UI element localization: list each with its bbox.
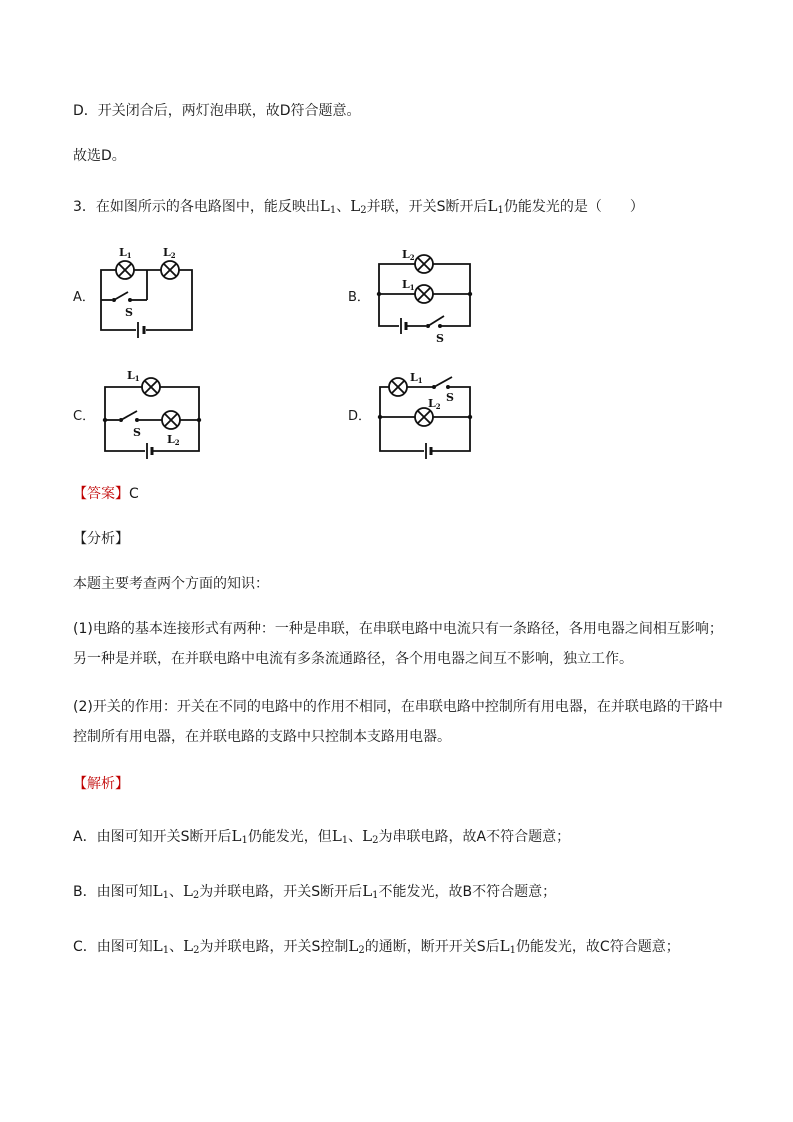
- lamp-l1-icon: [116, 261, 134, 279]
- solution-tag: 【解析】: [73, 776, 129, 792]
- analysis-intro: 本题主要考查两个方面的知识：: [73, 576, 269, 592]
- option-a-label: A．: [73, 290, 95, 305]
- symbol-l2: $L_2$: [182, 882, 200, 901]
- analysis-tag: 【分析】: [73, 531, 129, 547]
- lamp-l1-icon: [142, 378, 160, 396]
- symbol-l1: $L_1$: [152, 882, 169, 901]
- symbol-l1: $L_1$: [331, 827, 349, 846]
- lamp-l1-icon: [415, 285, 433, 303]
- lamp-l2-icon: [162, 411, 180, 429]
- label-l1: L1: [402, 278, 415, 292]
- question-stem: [73, 196, 644, 221]
- symbol-l1: $L_1$: [487, 197, 504, 216]
- label-l2: L2: [402, 248, 415, 262]
- switch-s-icon: [119, 411, 139, 422]
- battery-icon: [426, 443, 431, 459]
- question-text: 、: [336, 199, 351, 215]
- label-s: S: [125, 306, 133, 319]
- symbol-l1: $L_1$: [362, 882, 379, 901]
- prev-choice: 故选D。: [73, 148, 126, 164]
- lamp-l2-icon: [415, 408, 433, 426]
- label-l1: L1: [410, 371, 423, 385]
- lamp-l2-icon: [415, 255, 433, 273]
- solution-c: C．由图可知$L_1$、$L_2$为并联电路，开关S控制$L_2$的通断，断开开关S后$L_1$仍能发光，故C符合题意；: [73, 937, 680, 956]
- symbol-l2: $L_2$: [362, 827, 379, 846]
- prev-option-d: D．开关闭合后，两灯泡串联，故D符合题意。: [73, 103, 361, 119]
- option-c-label: C．: [73, 409, 96, 424]
- battery-icon: [138, 322, 144, 338]
- label-l1: L1: [127, 369, 140, 383]
- solution-a: A．由图可知开关S断开后$L_1$仍能发光，但$L_1$、$L_2$为串联电路，故A不符合题意；: [73, 827, 571, 846]
- option-b-label: B．: [348, 290, 370, 305]
- question-text: 仍能发光的是（ ）: [503, 199, 644, 215]
- battery-icon: [401, 318, 406, 334]
- label-s: S: [436, 332, 444, 345]
- label-s: S: [446, 391, 454, 404]
- question-text: 3．在如图所示的各电路图中，能反映出: [73, 199, 320, 215]
- lamp-l1-icon: [389, 378, 407, 396]
- battery-icon: [147, 443, 152, 459]
- answer-value: C: [129, 486, 139, 502]
- symbol-l2: $L_2$: [350, 197, 367, 216]
- symbol-l2: $L_2$: [183, 937, 200, 956]
- symbol-l1: $L_1$: [231, 827, 248, 846]
- analysis-point-1: (1)电路的基本连接形式有两种：一种是串联，在串联电路中电流只有一条路径，各用电器之间相互影响；另一种是并联，在并联电路中电流有多条流通路径，各个用电器之间互不影响，独立工作。: [73, 621, 723, 667]
- symbol-l2: $L_2$: [348, 937, 365, 956]
- label-l1: L1: [119, 246, 132, 260]
- switch-s-icon: [112, 292, 132, 302]
- symbol-l1: $L_1$: [319, 197, 337, 216]
- question-text: 并联，开关S断开后: [366, 199, 488, 215]
- option-d-label: D．: [348, 409, 372, 424]
- circuit-diagram-a: [95, 242, 205, 342]
- symbol-l1: $L_1$: [499, 937, 516, 956]
- switch-s-icon: [432, 377, 452, 389]
- answer-tag: 【答案】: [73, 486, 129, 502]
- label-l2: L2: [428, 397, 441, 411]
- switch-s-icon: [426, 316, 444, 328]
- label-l2: L2: [163, 246, 176, 260]
- circuit-diagram-b: [372, 244, 482, 344]
- circuit-diagram-c: [97, 365, 207, 465]
- circuit-diagram-d: [372, 365, 482, 465]
- solution-b: B．由图可知$L_1$、$L_2$为并联电路，开关S断开后$L_1$不能发光，故B不符合题意；: [73, 882, 557, 901]
- lamp-l2-icon: [161, 261, 179, 279]
- symbol-l1: $L_1$: [152, 937, 170, 956]
- analysis-point-2: (2)开关的作用：开关在不同的电路中的作用不相同，在串联电路中控制所有用电器，在并联电路的干路中控制所有用电器，在并联电路的支路中只控制本支路用电器。: [73, 699, 723, 745]
- answer-line: [73, 484, 139, 504]
- label-s: S: [133, 426, 141, 439]
- label-l2: L2: [167, 433, 180, 447]
